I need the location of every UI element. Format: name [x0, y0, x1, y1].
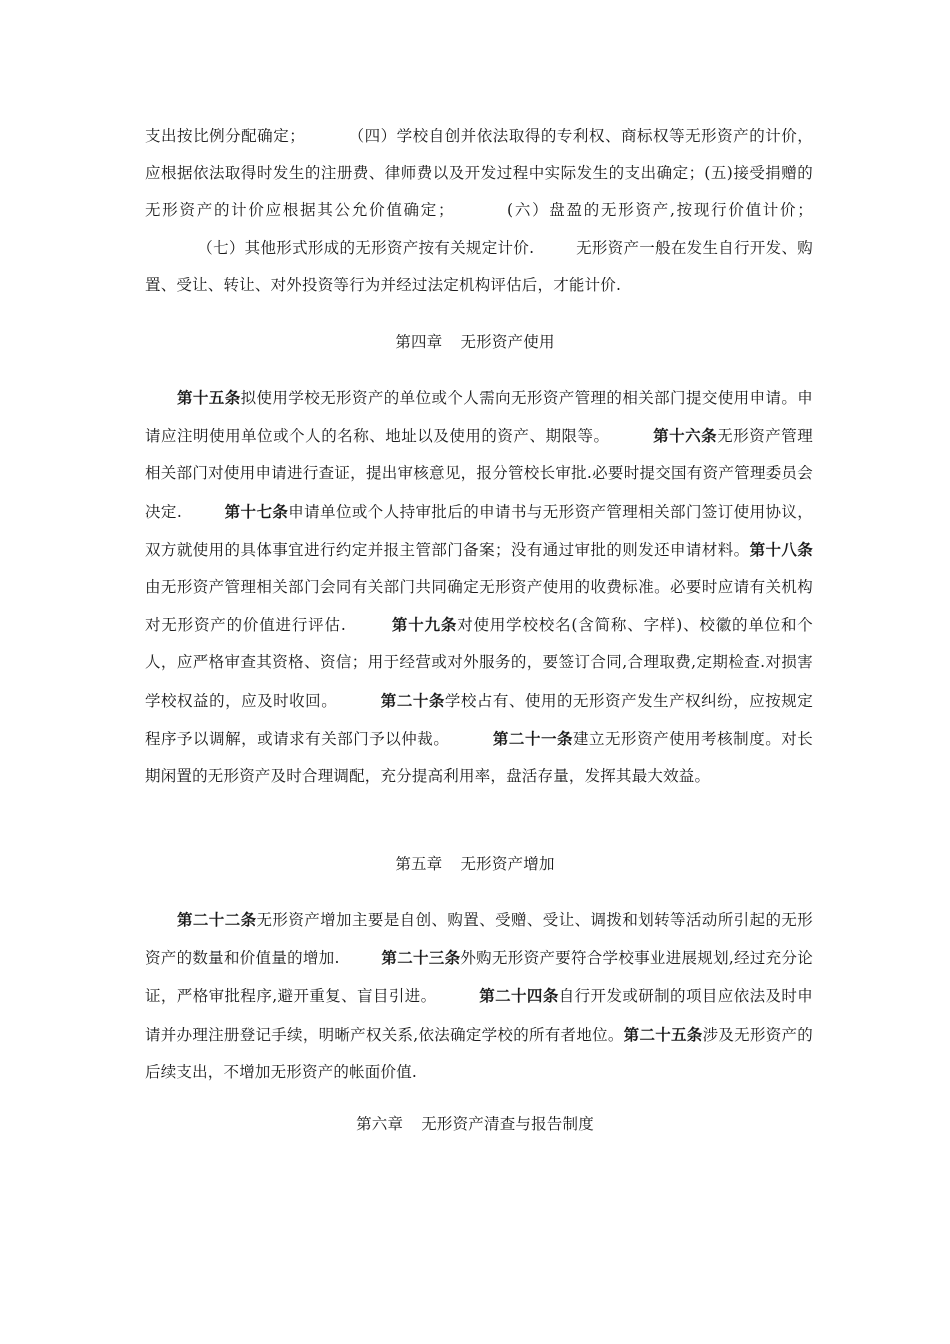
intro-text-1: 支出按比例分配确定； [145, 127, 305, 145]
article-17-text: 申请单位或个人持审批后的申请书与无形资产管理相关部门签订使用协议，双方就使用的具体事宜进行约定并报主管部门备案；没有通过审批的则发还申请材料。 [145, 502, 813, 559]
article-25-label: 第二十五条 [623, 1024, 703, 1044]
article-18-text: 由无形资产管理相关部门会同有关部门共同确定无形资产使用的收费标准。必要时应请有关机构对无形资产的价值进行评估. [145, 578, 813, 635]
chapter-6-number: 第六章 [356, 1115, 404, 1133]
article-25-text: 涉及无形资产的后续支出，不增加无形资产的帐面价值. [145, 1025, 813, 1081]
chapter-5-title: 无形资产增加 [460, 855, 555, 873]
intro-text-2: （四）学校自创并依法取得的专利权、商标权等无形资产的计价，应根据依法取得时发生的注册费、律师费以及开发过程中实际发生的支出确定； [145, 127, 813, 183]
intro-text-6: 无形资产一般在发生自行开发、购置、受让、转让、对外投资等行为并经过法定机构评估后，才能计价. [145, 238, 813, 294]
chapter-6-heading [0, 1112, 950, 1136]
intro-text-4: (六）盘盈的无形资产,按现行价值计价； [507, 201, 813, 220]
article-24-text: 自行开发或研制的项目应依法及时申请并办理注册登记手续，明晰产权关系,依法确定学校的所有者地位。 [145, 987, 813, 1044]
article-21-text: 建立无形资产使用考核制度。对长期闲置的无形资产及时合理调配，充分提高利用率，盘活存量，发挥其最大效益。 [145, 729, 813, 786]
intro-text-3: (五)接受捐赠的无形资产的计价应根据其公允价值确定； [145, 164, 813, 220]
article-23-text: 外购无形资产要符合学校事业进展规划,经过充分论证，严格审批程序,避开重复、盲目引进。 [145, 949, 813, 1006]
article-21-label: 第二十一条 [492, 728, 573, 748]
chapter-4-body [145, 379, 813, 795]
chapter-4-title: 无形资产使用 [460, 333, 555, 351]
article-20-label: 第二十条 [380, 690, 445, 710]
article-18-label: 第十八条 [749, 539, 813, 559]
article-16-text: 无形资产管理相关部门对使用申请进行查证，提出审核意见，报分管校长审批.必要时提交国有资产管理委员会决定. [145, 427, 813, 521]
chapter-5-number: 第五章 [395, 855, 443, 873]
article-23-label: 第二十三条 [381, 948, 461, 968]
article-22-label: 第二十二条 [177, 910, 257, 929]
article-19-text: 对使用学校校名(含简称、字样)、校徽的单位和个人，应严格审查其资格、资信；用于经营或对外服务的，要签订合同,合理取费,定期检查.对损害学校权益的，应及时收回。 [145, 616, 813, 710]
chapter-5-heading [0, 852, 950, 876]
article-16-label: 第十六条 [653, 426, 718, 446]
chapter-4-number: 第四章 [395, 333, 443, 351]
intro-text-5: （七）其他形式形成的无形资产按有关规定计价. [197, 238, 535, 257]
article-20-text: 学校占有、使用的无形资产发生产权纠纷，应按规定程序予以调解，或请求有关部门予以仲裁。 [145, 691, 813, 748]
chapter-5-body [145, 901, 813, 1091]
chapter-4-heading [0, 330, 950, 354]
intro-paragraph [145, 118, 813, 304]
article-15-text: 拟使用学校无形资产的单位或个人需向无形资产管理的相关部门提交使用申请。申请应注明使用单位或个人的名称、地址以及使用的资产、期限等。 [145, 389, 813, 446]
article-24-label: 第二十四条 [479, 986, 559, 1006]
article-22-text: 无形资产增加主要是自创、购置、受赠、受让、调拨和划转等活动所引起的无形资产的数量和价值量的增加. [145, 911, 813, 968]
article-19-label: 第十九条 [391, 615, 458, 635]
article-15-label: 第十五条 [177, 388, 241, 407]
article-17-label: 第十七条 [224, 501, 289, 521]
chapter-6-title: 无形资产清查与报告制度 [421, 1115, 594, 1133]
